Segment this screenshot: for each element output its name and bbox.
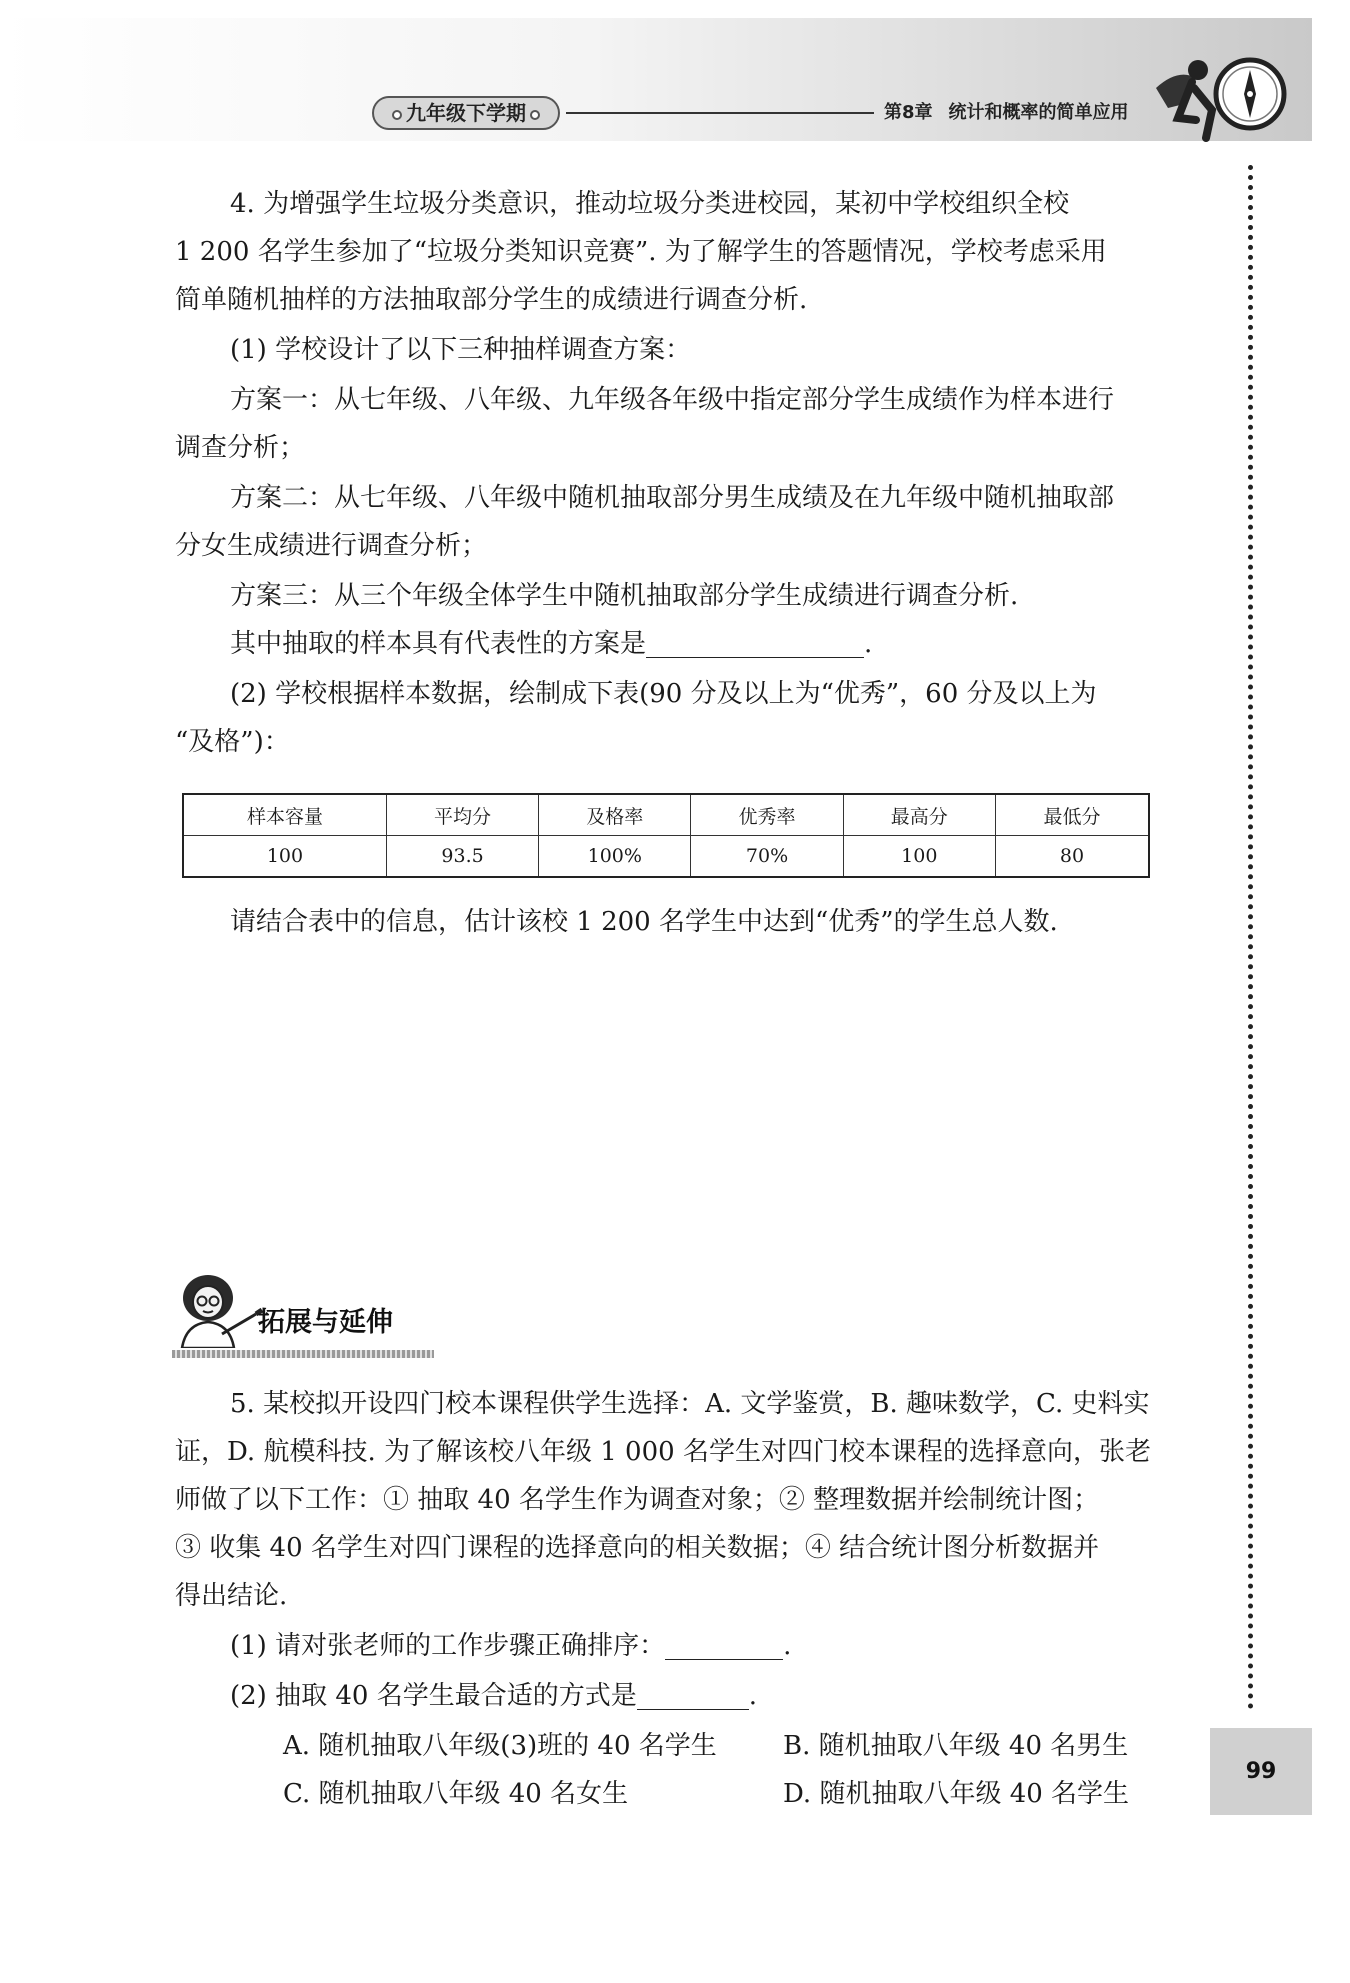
table-cell: 70% xyxy=(691,836,843,878)
table-cell: 93.5 xyxy=(386,836,538,878)
page-number: 99 xyxy=(1210,1728,1312,1815)
question1: 其中抽取的样本具有代表性的方案是 . xyxy=(230,629,873,659)
runner-compass-icon xyxy=(1148,48,1288,144)
problem5-line-5: 得出结论. xyxy=(175,1581,288,1611)
grade-label: 九年级下学期 xyxy=(406,101,526,125)
table-cell: 100 xyxy=(183,836,386,878)
table-header-cell: 最低分 xyxy=(995,794,1149,836)
answer-blank[interactable] xyxy=(646,627,864,658)
plan2-line-1: 方案二：从七年级、八年级中随机抽取部分男生成绩及在九年级中随机抽取部 xyxy=(230,483,1115,513)
answer-blank[interactable] xyxy=(637,1679,749,1710)
chapter-heading xyxy=(884,98,1145,124)
problem4-line-2: 1 200 名学生参加了“垃圾分类知识竞赛”. 为了解学生的答题情况，学校考虑采用 xyxy=(175,237,1107,267)
table-header-cell: 及格率 xyxy=(539,794,691,836)
sample-stats-table xyxy=(182,793,1150,878)
plan1-line-2: 调查分析； xyxy=(175,433,306,463)
table-header-cell: 平均分 xyxy=(386,794,538,836)
circle-icon xyxy=(530,110,540,120)
problem5-q1: (1) 请对张老师的工作步骤正确排序： . xyxy=(230,1631,792,1661)
plan1-line-1: 方案一：从七年级、八年级、九年级各年级中指定部分学生成绩作为样本进行 xyxy=(230,385,1115,415)
problem4-part1-intro: (1) 学校设计了以下三种抽样调查方案： xyxy=(230,335,692,365)
plan2-line-2: 分女生成绩进行调查分析； xyxy=(175,531,488,561)
chapter-number: 第8章 xyxy=(884,102,933,123)
problem4-line-1: 4. 为增强学生垃圾分类意识，推动垃圾分类进校园，某初中学校组织全校 xyxy=(230,189,1070,219)
table-cell: 100% xyxy=(539,836,691,878)
grade-badge xyxy=(372,96,560,130)
option-c: C. 随机抽取八年级 40 名女生 xyxy=(283,1779,629,1809)
table-row xyxy=(183,836,1149,878)
section-divider xyxy=(172,1350,434,1358)
part2-line-2: “及格”)： xyxy=(175,727,290,757)
option-d: D. 随机抽取八年级 40 名学生 xyxy=(783,1779,1130,1809)
question1-text: 其中抽取的样本具有代表性的方案是 xyxy=(230,629,647,659)
problem5-line-2: 证，D. 航模科技. 为了解该校八年级 1 000 名学生对四门校本课程的选择意向，张老 xyxy=(175,1437,1151,1467)
problem5-q2: (2) 抽取 40 名学生最合适的方式是 . xyxy=(230,1681,757,1711)
problem5-line-1: 5. 某校拟开设四门校本课程供学生选择：A. 文学鉴赏，B. 趣味数学，C. 史料实 xyxy=(230,1389,1150,1419)
answer-blank[interactable] xyxy=(665,1629,783,1660)
problem5-line-4: ③ 收集 40 名学生对四门课程的选择意向的相关数据；④ 结合统计图分析数据并 xyxy=(175,1533,1100,1563)
table-header-row xyxy=(183,794,1149,836)
option-a: A. 随机抽取八年级(3)班的 40 名学生 xyxy=(283,1731,717,1761)
table-cell: 80 xyxy=(995,836,1149,878)
problem4-line-3: 简单随机抽样的方法抽取部分学生的成绩进行调查分析. xyxy=(175,285,808,315)
part2-line-1: (2) 学校根据样本数据，绘制成下表(90 分及以上为“优秀”，60 分及以上为 xyxy=(230,679,1097,709)
dotted-margin-line xyxy=(1248,165,1253,1710)
chapter-title: 统计和概率的简单应用 xyxy=(948,102,1129,123)
table-header-cell: 样本容量 xyxy=(183,794,386,836)
problem5-q2-text: (2) 抽取 40 名学生最合适的方式是 xyxy=(230,1681,637,1711)
table-header-cell: 最高分 xyxy=(843,794,995,836)
question2: 请结合表中的信息，估计该校 1 200 名学生中达到“优秀”的学生总人数. xyxy=(230,907,1058,937)
circle-icon xyxy=(392,110,402,120)
plan3: 方案三：从三个年级全体学生中随机抽取部分学生成绩进行调查分析. xyxy=(230,581,1019,611)
problem5-line-3: 师做了以下工作：① 抽取 40 名学生作为调查对象；② 整理数据并绘制统计图； xyxy=(175,1485,1100,1515)
header-rule xyxy=(566,112,874,114)
table-cell: 100 xyxy=(843,836,995,878)
problem5-q1-text: (1) 请对张老师的工作步骤正确排序： xyxy=(230,1631,666,1661)
option-b: B. 随机抽取八年级 40 名男生 xyxy=(783,1731,1129,1761)
section-title: 拓展与延伸 xyxy=(258,1307,393,1338)
table-header-cell: 优秀率 xyxy=(691,794,843,836)
